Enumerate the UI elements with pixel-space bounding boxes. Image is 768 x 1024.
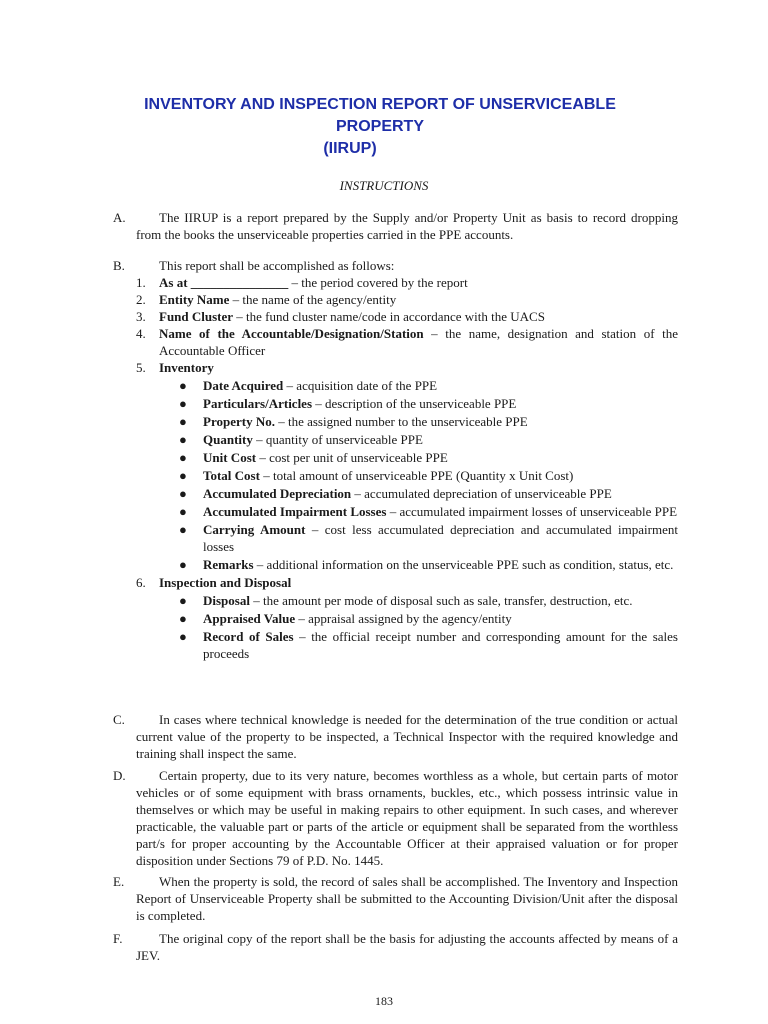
section-letter: E. bbox=[113, 874, 125, 889]
section-a-text: The IIRUP is a report prepared by the Supply and/or Property Unit as basis to record dropping from the books the unserviceable properties carried in the PPE accounts. bbox=[136, 210, 678, 242]
section-letter: D. bbox=[113, 768, 126, 783]
list-item: 6. Inspection and Disposal ● Disposal – the amount per mode of disposal such as sale, transfer, destruction, etc. ● Appraised Value – appraisal assigned by the agency/entity ● Record of Sales – the official receipt number and corresponding amount for the sales proceeds bbox=[136, 575, 678, 661]
numbered-list bbox=[136, 274, 678, 662]
section-letter: C. bbox=[113, 712, 125, 727]
bullet-icon: ● bbox=[179, 486, 187, 501]
bullet-icon: ● bbox=[179, 629, 187, 644]
bullet-item: ● Remarks – additional information on the unserviceable PPE such as condition, status, etc. bbox=[179, 557, 674, 572]
bullet-item: ● Property No. – the assigned number to the unserviceable PPE bbox=[179, 414, 528, 429]
title-line-3: (IIRUP) bbox=[323, 140, 377, 157]
section-a bbox=[113, 209, 678, 243]
bullet-icon: ● bbox=[179, 378, 187, 393]
bullet-icon: ● bbox=[179, 611, 187, 626]
page-number: 183 bbox=[375, 994, 393, 1008]
list-item: 2. Entity Name – the name of the agency/entity bbox=[136, 292, 397, 307]
bullet-icon: ● bbox=[179, 396, 187, 411]
bullet-icon: ● bbox=[179, 432, 187, 447]
title-line-1: INVENTORY AND INSPECTION REPORT OF UNSERVICEABLE bbox=[144, 96, 616, 113]
section-letter: B. bbox=[113, 258, 125, 273]
bullet-item: ● Disposal – the amount per mode of disposal such as sale, transfer, destruction, etc. bbox=[179, 593, 633, 608]
section-letter: A. bbox=[113, 210, 126, 225]
bullet-item: ● Particulars/Articles – description of the unserviceable PPE bbox=[179, 396, 517, 411]
section-e bbox=[113, 873, 678, 924]
section-b bbox=[113, 257, 678, 663]
list-item: 5. Inventory ● Date Acquired – acquisition date of the PPE ● Particulars/Articles – description of the unserviceable PPE ● Property No. – the assigned number to the unserviceable PPE ● Quantity – quantity of unserviceable PPE ● Unit Cost – cost per unit of unserviceable PPE ● Total Cost – total amount of unserviceable PPE (Quantity x Unit Cost) ● Accumulated Depreciation – accumulated depreciation of unserviceable PPE ● Accumulated Impairment Losses – accumulated impairment losses of unserviceable PPE ● Carrying Amount – cost less accumulated depreciation and accumulated impairment losses ● Remarks – additional information on the unserviceable PPE such as condition, status, etc. bbox=[136, 360, 678, 572]
bullet-item: ● Record of Sales – the official receipt number and corresponding amount for the sales proceeds bbox=[179, 629, 678, 661]
bullet-icon: ● bbox=[179, 414, 187, 429]
title-line-2: PROPERTY bbox=[335, 118, 424, 135]
list-item: 4. Name of the Accountable/Designation/Station – the name, designation and station of the Accountable Officer bbox=[136, 326, 678, 358]
section-b-intro: This report shall be accomplished as follows: bbox=[159, 258, 395, 273]
bullet-item: ● Total Cost – total amount of unserviceable PPE (Quantity x Unit Cost) bbox=[179, 468, 574, 483]
section-c bbox=[113, 711, 678, 762]
section-f-text: The original copy of the report shall be the basis for adjusting the accounts affected by means of a JEV. bbox=[136, 931, 678, 963]
disposal-bullet-list bbox=[159, 592, 678, 662]
bullet-icon: ● bbox=[179, 450, 187, 465]
bullet-icon: ● bbox=[179, 504, 187, 519]
section-c-text: In cases where technical knowledge is needed for the determination of the true condition or actual current value of the property to be inspected, a Technical Inspector with the required knowledge and training shall inspect the same. bbox=[136, 712, 678, 761]
section-letter: F. bbox=[113, 931, 123, 946]
section-f bbox=[113, 930, 678, 964]
document-title bbox=[110, 94, 650, 160]
instructions-heading: INSTRUCTIONS bbox=[339, 178, 429, 193]
bullet-item: ● Unit Cost – cost per unit of unserviceable PPE bbox=[179, 450, 448, 465]
section-d bbox=[113, 767, 678, 869]
section-e-text: When the property is sold, the record of sales shall be accomplished. The Inventory and Inspection Report of Unserviceable Property shall be submitted to the Accounting Division/Unit after the disposal is completed. bbox=[136, 874, 678, 923]
bullet-item: ● Accumulated Depreciation – accumulated depreciation of unserviceable PPE bbox=[179, 486, 612, 501]
bullet-item: ● Carrying Amount – cost less accumulated depreciation and accumulated impairment losses bbox=[179, 522, 678, 554]
bullet-icon: ● bbox=[179, 593, 187, 608]
bullet-item: ● Accumulated Impairment Losses – accumulated impairment losses of unserviceable PPE bbox=[179, 504, 678, 519]
inventory-bullet-list bbox=[159, 377, 678, 573]
bullet-item: ● Quantity – quantity of unserviceable PPE bbox=[179, 432, 423, 447]
bullet-icon: ● bbox=[179, 522, 187, 537]
section-d-text: Certain property, due to its very nature, becomes worthless as a whole, but certain parts of motor vehicles or of some equipment with brass ornaments, buckles, etc., which possess intrinsic value in themselves or which may be useful in making repairs to other equipment. In such cases, and wherever practicable, the valuable part or parts of the article or equipment shall be separated from the worthless part/s for proper accounting by the Accountable Officer at their appraised valuation or for proper disposition under Sections 79 of P.D. No. 1445. bbox=[136, 768, 678, 868]
list-item: 1. As at _______________ – the period covered by the report bbox=[136, 275, 468, 290]
bullet-icon: ● bbox=[179, 468, 187, 483]
list-item: 3. Fund Cluster – the fund cluster name/code in accordance with the UACS bbox=[136, 309, 545, 324]
bullet-icon: ● bbox=[179, 557, 187, 572]
bullet-item: ● Date Acquired – acquisition date of the PPE bbox=[179, 378, 438, 393]
bullet-item: ● Appraised Value – appraisal assigned by the agency/entity bbox=[179, 611, 512, 626]
